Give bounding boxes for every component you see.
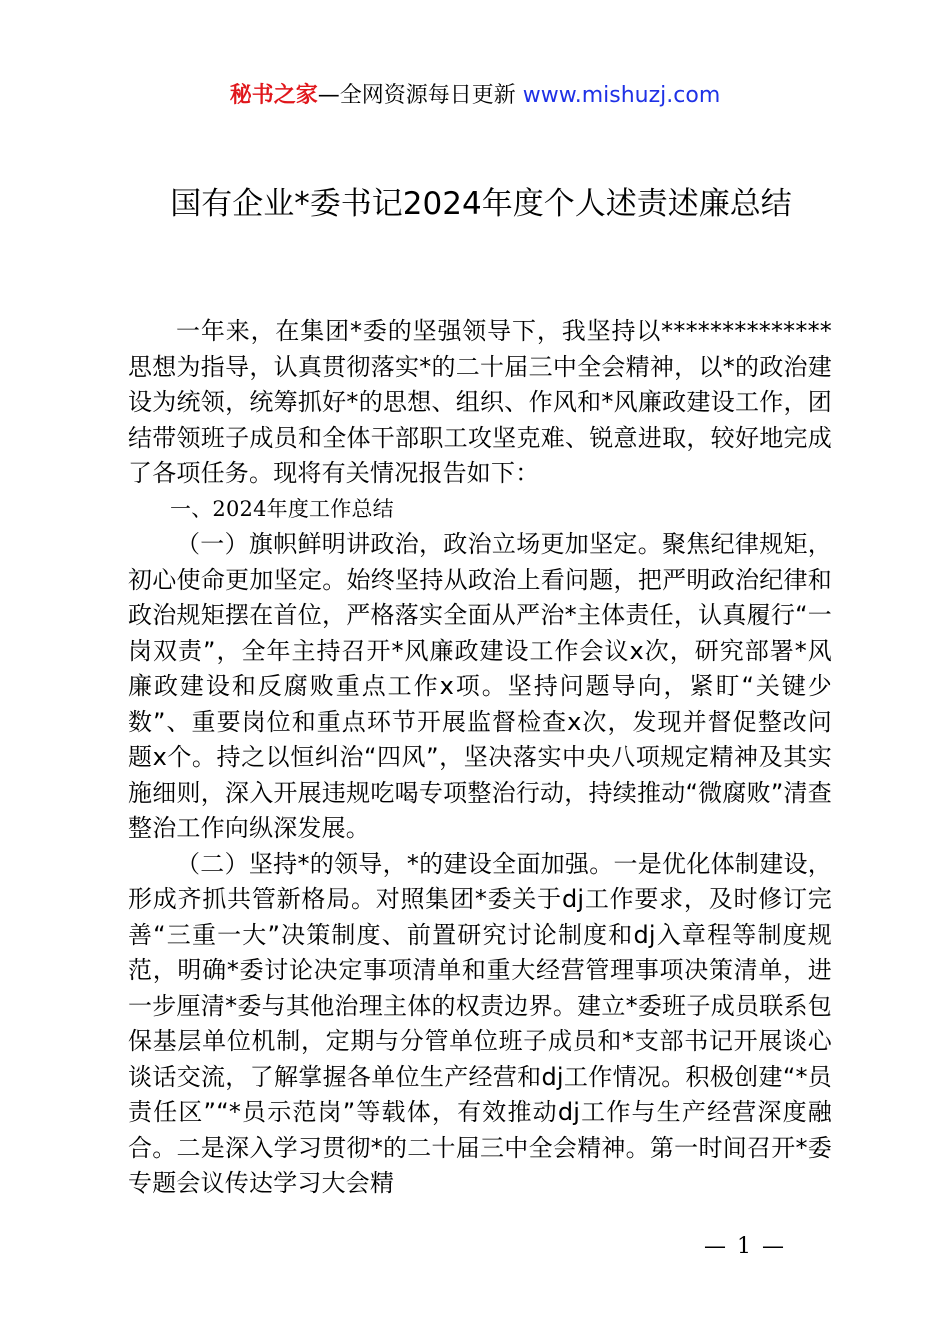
intro-paragraph: 一年来，在集团*委的坚强领导下，我坚持以**************思想为指导，认真贯彻落实*的二十届三中全会精神，以*的政治建设为统领，统筹抓好*的思想、组织、作风和*风廉政建设工作，团结带领班子成员和全体干部职工攻坚克难、锐意进取，较好地完成了各项任务。现将有关情况报告如下：: [128, 317, 832, 487]
site-banner: [0, 80, 950, 112]
page-number: — 1 —: [704, 1234, 786, 1259]
brand-name: 秘书之家: [229, 83, 318, 108]
document-body: [128, 314, 832, 1202]
banner-slogan: —全网资源每日更新: [317, 83, 523, 108]
section-heading: 一、2024年度工作总结: [170, 496, 394, 521]
site-url-link[interactable]: www.mishuzj.com: [522, 83, 721, 108]
document-title: 国有企业*委书记2024年度个人述责述廉总结: [170, 186, 792, 222]
section-1-paragraph: （一）旗帜鲜明讲政治，政治立场更加坚定。聚焦纪律规矩，初心使命更加坚定。始终坚持从政治上看问题，把严明政治纪律和政治规矩摆在首位，严格落实全面从严治*主体责任，认真履行“一岗双责”，全年主持召开*风廉政建设工作会议x次，研究部署*风廉政建设和反腐败重点工作x项。坚持问题导向，紧盯“关键少数”、重要岗位和重点环节开展监督检查x次，发现并督促整改问题x个。持之以恒纠治“四风”，坚决落实中央八项规定精神及其实施细则，深入开展违规吃喝专项整治行动，持续推动“微腐败”清查整治工作向纵深发展。: [128, 530, 832, 842]
section-2-paragraph: （二）坚持*的领导，*的建设全面加强。一是优化体制建设，形成齐抓共管新格局。对照集团*委关于dj工作要求，及时修订完善“三重一大”决策制度、前置研究讨论制度和dj入章程等制度规范，明确*委讨论决定事项清单和重大经营管理事项决策清单，进一步厘清*委与其他治理主体的权责边界。建立*委班子成员联系包保基层单位机制，定期与分管单位班子成员和*支部书记开展谈心谈话交流，了解掌握各单位生产经营和dj工作情况。积极创建“*员责任区”“*员示范岗”等载体，有效推动dj工作与生产经营深度融合。二是深入学习贯彻*的二十届三中全会精神。第一时间召开*委专题会议传达学习大会精: [128, 849, 832, 1197]
